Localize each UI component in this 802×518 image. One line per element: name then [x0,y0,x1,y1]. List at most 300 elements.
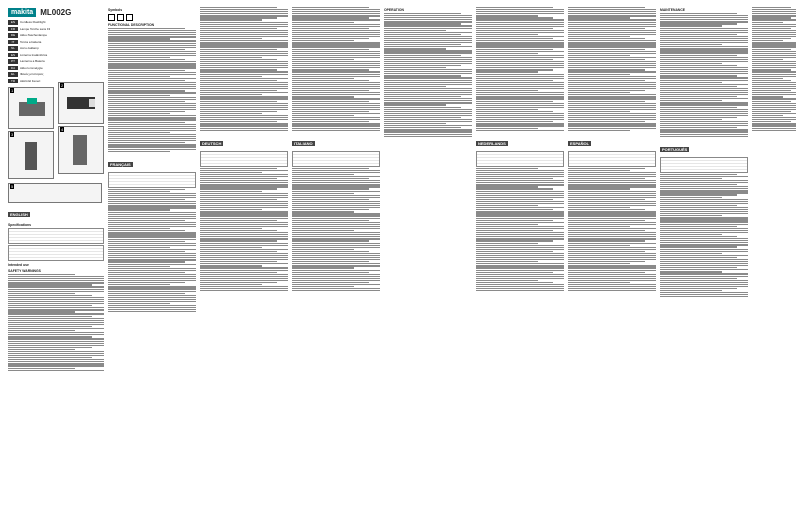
text-line [200,109,288,110]
heading-symbols: Symbols [108,8,123,12]
text-line [200,199,277,200]
text-line [108,84,196,85]
language-title: Akku lommelygte [20,65,43,70]
text-line [476,240,553,241]
text-line [660,77,748,78]
text-line [752,117,796,118]
text-line [476,101,553,102]
text-line [108,264,196,265]
text-line [384,127,461,128]
spec-table [292,151,380,167]
text-line [660,44,722,45]
text-line [752,9,796,10]
text-line [752,63,796,64]
text-line [568,98,656,99]
text-line [476,9,564,10]
text-line [568,209,645,210]
text-line [200,63,288,64]
text-line [108,199,185,200]
text-line [568,57,656,58]
text-line [8,295,92,296]
text-line [660,125,748,126]
text-line [752,125,796,126]
text-line [292,117,380,118]
text-line [108,55,196,56]
text-line [752,38,791,39]
text-line [476,59,553,60]
text-line [568,34,656,35]
text-line [108,288,196,289]
body-text [292,168,380,292]
text-line [292,38,369,39]
text-line [568,203,656,204]
text-line [660,30,748,31]
text-line [752,19,796,20]
text-line [384,13,461,14]
text-line [660,131,748,132]
text-line [568,222,656,223]
brand-bar [8,6,104,18]
text-line [292,193,354,194]
text-line [660,280,748,281]
text-line [568,88,656,89]
text-line [568,240,645,241]
text-line [108,230,185,231]
text-line [384,92,472,93]
text-line [660,61,748,62]
text-line [476,213,564,214]
text-line [292,11,380,12]
text-line [8,303,104,304]
text-line [660,201,748,202]
text-line [200,263,288,264]
text-line [200,103,288,104]
text-line [200,267,288,268]
spec-table [660,157,748,173]
language-code: IT [8,40,18,45]
text-line [476,125,564,126]
text-line [292,228,380,229]
text-line [200,84,288,85]
text-line [384,104,446,105]
text-line [660,180,748,181]
text-line [476,186,538,187]
text-line [200,115,288,116]
text-line [292,15,380,16]
text-line [292,215,380,216]
text-line [8,307,104,308]
text-line [8,293,75,294]
text-line [384,34,461,35]
text-line [476,49,553,50]
text-line [568,115,656,116]
text-line [200,238,288,239]
text-line [568,270,656,271]
text-line [476,178,553,179]
text-column-6 [476,6,564,512]
text-line [752,88,796,89]
text-line [292,111,369,112]
text-line [8,345,104,346]
text-line [568,101,645,102]
text-line [752,51,796,52]
text-line [8,361,104,362]
text-line [384,77,472,78]
text-line [384,40,472,41]
text-line [476,71,538,72]
text-line [292,197,380,198]
text-line [384,94,472,95]
text-line [292,46,380,47]
text-line [292,78,354,79]
text-line [660,82,722,83]
text-line [476,22,564,23]
text-line [568,53,656,54]
text-line [200,243,288,244]
text-line [200,226,288,227]
text-line [384,38,472,39]
text-line [108,205,196,206]
text-line [568,174,656,175]
text-line [8,347,92,348]
text-line [660,282,748,283]
text-line [568,32,656,33]
text-line [108,51,196,52]
text-line [752,49,791,50]
text-line [292,188,369,189]
heading-functional: FUNCTIONAL DESCRIPTION [108,23,155,27]
text-line [292,209,369,210]
text-line [660,80,748,81]
text-line [476,265,564,266]
text-line [476,197,564,198]
text-line [108,276,196,277]
text-line [292,96,354,97]
text-line [476,88,564,89]
text-line [752,96,783,97]
text-line [476,174,564,175]
text-line [752,94,796,95]
text-line [108,249,196,250]
text-line [200,197,288,198]
text-line [476,115,564,116]
text-line [752,17,791,18]
text-line [476,17,553,18]
text-line [108,218,196,219]
text-line [568,290,656,291]
language-code: EN [8,20,18,25]
text-line [8,338,104,339]
text-line [476,15,538,16]
text-line [292,76,380,77]
text-line [292,191,380,192]
text-line [200,51,288,52]
text-line [108,86,196,87]
text-line [200,209,262,210]
text-line [568,24,656,25]
text-line [108,255,196,256]
figure-1: 1 [8,87,54,129]
text-line [108,140,196,141]
text-line [384,121,472,122]
text-line [660,238,748,239]
text-line [752,76,796,77]
text-line [200,30,288,31]
text-line [660,205,737,206]
text-line [568,28,645,29]
text-line [384,71,472,72]
text-line [384,119,472,120]
text-line [8,365,104,366]
language-title: Akku-Taschenlampe [20,33,48,37]
text-line [476,123,564,124]
text-line [292,249,354,250]
text-line [200,182,288,183]
text-line [292,211,354,212]
text-line [568,55,630,56]
text-line [660,249,748,250]
text-line [660,102,748,103]
text-line [660,113,748,114]
text-line [660,244,748,245]
text-line [568,263,630,264]
body-text [752,7,796,131]
text-line [660,28,748,29]
text-line [384,32,472,33]
text-line [108,88,196,89]
text-line [476,263,564,264]
text-line [384,46,472,47]
text-line [8,291,104,292]
language-title: Akülü El Feneri [20,78,41,83]
text-line [568,224,656,225]
text-line [568,288,656,289]
text-line [292,121,369,122]
text-line [108,189,185,190]
text-line [292,203,380,204]
text-line [660,207,748,208]
text-line [200,61,288,62]
text-line [8,286,104,287]
text-line [108,282,185,283]
text-line [200,257,288,258]
text-line [200,259,288,260]
language-code: DA [8,66,18,71]
text-line [292,255,380,256]
text-line [568,205,656,206]
text-line [476,201,564,202]
body-text [476,7,564,131]
text-line [292,44,380,45]
text-line [752,130,796,131]
text-line [476,282,553,283]
text-line [8,359,104,360]
text-line [476,236,564,237]
text-line [200,22,288,23]
text-line [568,51,656,52]
text-line [384,80,472,81]
text-line [8,349,75,350]
text-line [200,207,288,208]
text-line [568,76,656,77]
text-line [568,176,656,177]
text-line [660,21,748,22]
text-line [108,67,196,68]
text-line [752,115,783,116]
text-line [568,170,630,171]
section-francais: FRANÇAIS [110,161,131,167]
text-line [108,90,185,91]
text-line [568,80,645,81]
text-line [384,88,472,89]
text-line [660,246,737,247]
text-line [200,249,288,250]
text-line [292,80,369,81]
text-line [476,247,564,248]
text-line [752,103,796,104]
text-line [200,74,288,75]
text-line [476,61,564,62]
text-line [568,207,630,208]
text-line [660,257,737,258]
language-title: Accu-zaklamp [20,46,39,50]
text-line [200,57,262,58]
text-line [292,257,380,258]
text-line [292,251,369,252]
text-line [568,168,645,169]
text-line [292,115,354,116]
text-line [292,272,369,273]
text-line [752,7,791,8]
text-line [108,251,185,252]
text-line [660,13,737,14]
text-line [752,53,796,54]
body-text [476,168,564,292]
text-line [108,128,196,129]
text-line [660,296,748,297]
text-line [108,146,196,147]
text-line [476,51,564,52]
figure-4: 4 [58,126,104,174]
text-line [292,40,354,41]
text-line [660,52,748,53]
text-line [660,98,748,99]
text-line [568,19,656,20]
text-line [108,138,196,139]
body-text [292,7,380,131]
text-line [8,297,104,298]
text-line [476,290,564,291]
text-line [476,84,564,85]
text-line [200,174,288,175]
text-line [752,30,796,31]
text-line [8,336,92,337]
text-line [660,278,737,279]
language-title: Torcia a batteria [20,39,42,44]
text-line [476,46,564,47]
text-line [292,125,380,126]
text-line [8,341,104,342]
text-line [108,61,196,62]
text-line [476,234,564,235]
text-line [660,32,748,33]
text-line [568,199,645,200]
text-line [108,53,196,54]
text-line [568,49,645,50]
text-line [200,180,288,181]
language-code: EL [8,72,18,77]
text-line [752,26,796,27]
text-line [568,107,656,108]
text-line [108,142,185,143]
text-line [660,111,748,112]
text-line [292,128,380,129]
text-line [108,144,196,145]
text-line [384,117,461,118]
text-line [292,101,369,102]
text-line [476,76,564,77]
text-line [568,267,656,268]
text-line [752,74,796,75]
text-line [660,86,737,87]
text-line [292,86,380,87]
text-line [108,76,170,77]
text-line [476,203,564,204]
text-line [384,50,472,51]
text-line [476,34,538,35]
text-line [292,55,380,56]
text-line [384,57,472,58]
text-line [292,30,380,31]
text-line [660,136,748,137]
text-line [292,90,369,91]
text-line [384,52,472,53]
text-line [660,92,748,93]
text-line [476,230,553,231]
text-line [660,182,748,183]
text-line [568,218,656,219]
text-line [476,238,564,239]
text-line [200,78,288,79]
text-line [476,98,564,99]
text-line [384,123,446,124]
text-line [384,90,472,91]
text-line [200,270,288,271]
text-line [200,128,288,129]
text-line [476,32,564,33]
text-line [660,273,748,274]
text-line [108,111,185,112]
text-line [292,178,369,179]
language-title: Lanterna a Bateria [20,59,45,63]
text-line [8,309,104,310]
text-line [200,125,288,126]
language-entry [8,40,104,45]
text-line [292,13,380,14]
text-line [200,176,288,177]
text-line [292,286,354,287]
text-line [660,292,748,293]
text-line [476,280,538,281]
text-line [660,265,748,266]
text-line [384,67,446,68]
text-line [200,205,288,206]
text-line [568,7,645,8]
text-line [660,117,737,118]
text-line [8,289,104,290]
text-column-4 [292,6,380,512]
text-line [108,99,196,100]
